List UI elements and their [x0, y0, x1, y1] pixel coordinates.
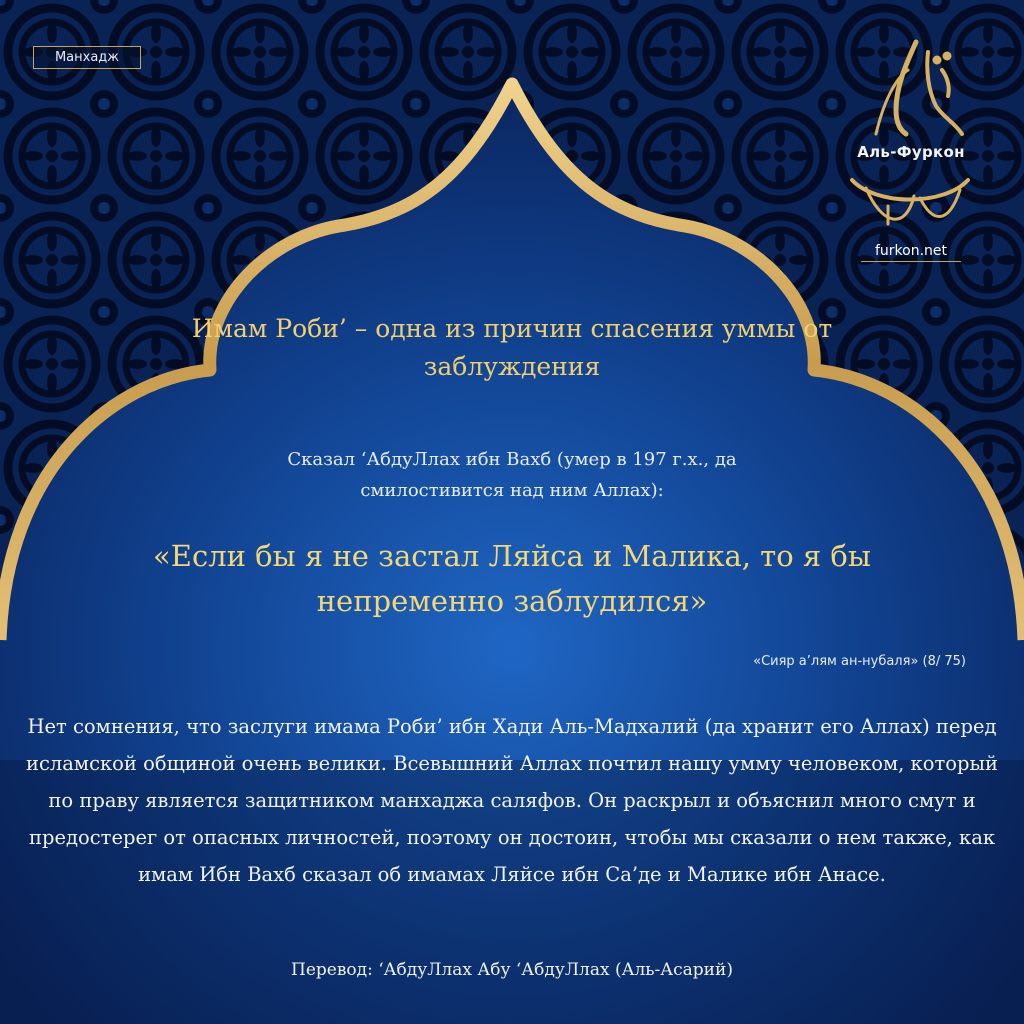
arabic-calligraphy-emblem: [836, 30, 986, 240]
body-paragraph: Нет сомнения, что заслуги имама Роби’ ибн Хади Аль-Мадхалий (да хранит его Аллах) перед исламской общиной очень велики. Всевышний Аллах почтил нашу умму человеком, который по праву является защитником манхаджа саляфов. Он раскрыл и объяснил много смут и предостерег от опасных личностей, поэтому он достоин, чтобы мы сказали о нем также, как имам Ибн Вахб сказал об имамах Ляйсе ибн Са’де и Малике ибн Анасе.: [25, 715, 999, 886]
category-tag: Манхадж: [33, 46, 141, 69]
website-link[interactable]: furkon.net: [861, 243, 961, 262]
translator-credit: Перевод: ‘АбдуЛлах Абу ‘АбдуЛлах (Аль-Асарий): [291, 960, 733, 980]
main-quote: «Если бы я не застал Ляйса и Малика, то я бы непременно заблудился»: [153, 539, 871, 618]
quote-source: «Сияр а’лям ан-нубаля» (8/ 75): [753, 654, 966, 669]
al-furkon-logo: [836, 30, 986, 270]
logo-name: Аль-Фуркон: [857, 143, 965, 161]
quote-attribution: Сказал ‘АбдуЛлах ибн Вахб (умер в 197 г.х., да смилостивится над ним Аллах):: [287, 449, 737, 501]
page-title: Имам Роби’ – одна из причин спасения уммы от заблуждения: [191, 314, 833, 381]
